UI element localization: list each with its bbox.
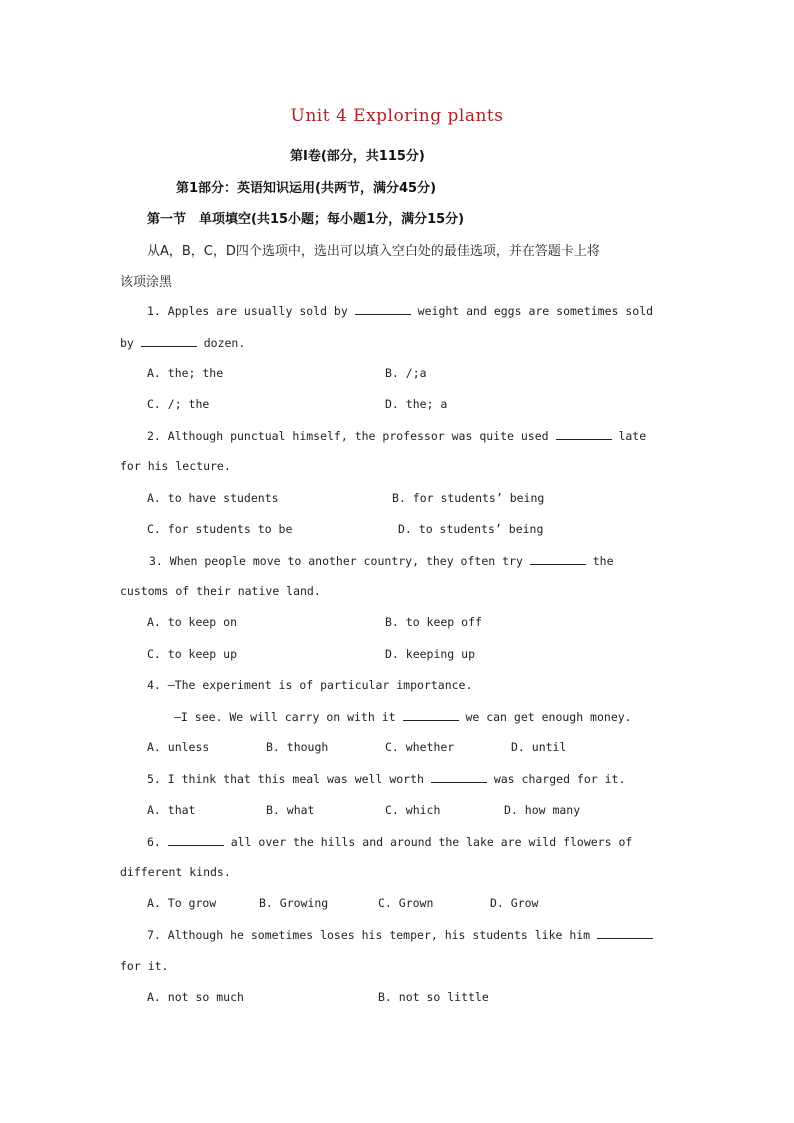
instruction-line-2: 该项涂黑 <box>120 275 173 290</box>
q6-option-b: B. Growing <box>259 896 329 910</box>
q7-stem-line-1: 7. Although he sometimes loses his temper, his students like him <box>147 927 653 942</box>
q7-stem-line-2: for it. <box>120 959 169 973</box>
answer-blank <box>141 335 197 347</box>
q1-stem-line-2: by dozen. <box>120 336 246 350</box>
q3-option-b: B. to keep off <box>385 615 482 629</box>
q6-option-a: A. To grow <box>147 896 217 910</box>
q7-option-b: B. not so little <box>378 990 489 1004</box>
q4-stem-line-2: —I see. We will carry on with it we can get enough money. <box>174 710 632 724</box>
q3-option-d: D. keeping up <box>385 647 476 661</box>
q4-option-d: D. until <box>511 740 567 754</box>
section-heading: 第一节 单项填空(共15小题；每小题1分，满分15分) <box>147 212 465 227</box>
q3-option-a: A. to keep on <box>147 615 238 629</box>
q4-option-a: A. unless <box>147 740 210 754</box>
answer-blank <box>556 428 612 440</box>
q2-option-d: D. to students’ being <box>398 522 544 536</box>
q3-stem-line-1: 3. When people move to another country, they often try the <box>149 554 614 568</box>
answer-blank <box>431 771 487 783</box>
q5-option-a: A. that <box>147 803 196 817</box>
q1-option-d: D. the; a <box>385 397 448 411</box>
q6-stem-line-2: different kinds. <box>120 865 231 879</box>
q1-stem-line-1: 1. Apples are usually sold by weight and eggs are sometimes sold <box>147 304 654 318</box>
q2-option-c: C. for students to be <box>147 522 293 536</box>
answer-blank <box>168 834 224 846</box>
answer-blank <box>597 927 653 939</box>
q5-option-b: B. what <box>266 803 315 817</box>
q3-stem-line-2: customs of their native land. <box>120 584 321 598</box>
q4-option-c: C. whether <box>385 740 455 754</box>
q2-stem-line-2: for his lecture. <box>120 459 231 473</box>
q7-option-a: A. not so much <box>147 990 244 1004</box>
q5-stem-line-1: 5. I think that this meal was well worth was charged for it. <box>147 772 626 786</box>
q2-option-b: B. for students’ being <box>392 491 545 505</box>
q5-option-d: D. how many <box>504 803 581 817</box>
q1-option-b: B. /;a <box>385 366 427 380</box>
q2-option-a: A. to have students <box>147 491 279 505</box>
answer-blank <box>403 709 459 721</box>
q1-option-a: A. the; the <box>147 366 224 380</box>
q6-option-c: C. Grown <box>378 896 434 910</box>
instruction-line-1: 从A，B，C，D四个选项中，选出可以填入空白处的最佳选项，并在答题卡上将 <box>147 244 600 259</box>
answer-blank <box>530 553 586 565</box>
q4-option-b: B. though <box>266 740 329 754</box>
q3-option-c: C. to keep up <box>147 647 238 661</box>
part-heading: 第1部分：英语知识运用(共两节，满分45分) <box>176 181 437 196</box>
q2-stem-line-1: 2. Although punctual himself, the professor was quite used late <box>147 429 647 443</box>
page-title: Unit 4 Exploring plants <box>290 106 504 126</box>
q1-option-c: C. /; the <box>147 397 210 411</box>
q6-option-d: D. Grow <box>490 896 539 910</box>
q5-option-c: C. which <box>385 803 441 817</box>
answer-blank <box>355 303 411 315</box>
volume-heading: 第Ⅰ卷(部分，共115分) <box>290 149 425 164</box>
q4-stem-line-1: 4. —The experiment is of particular importance. <box>147 678 473 692</box>
q6-stem-line-1: 6. all over the hills and around the lake are wild flowers of <box>147 835 633 849</box>
